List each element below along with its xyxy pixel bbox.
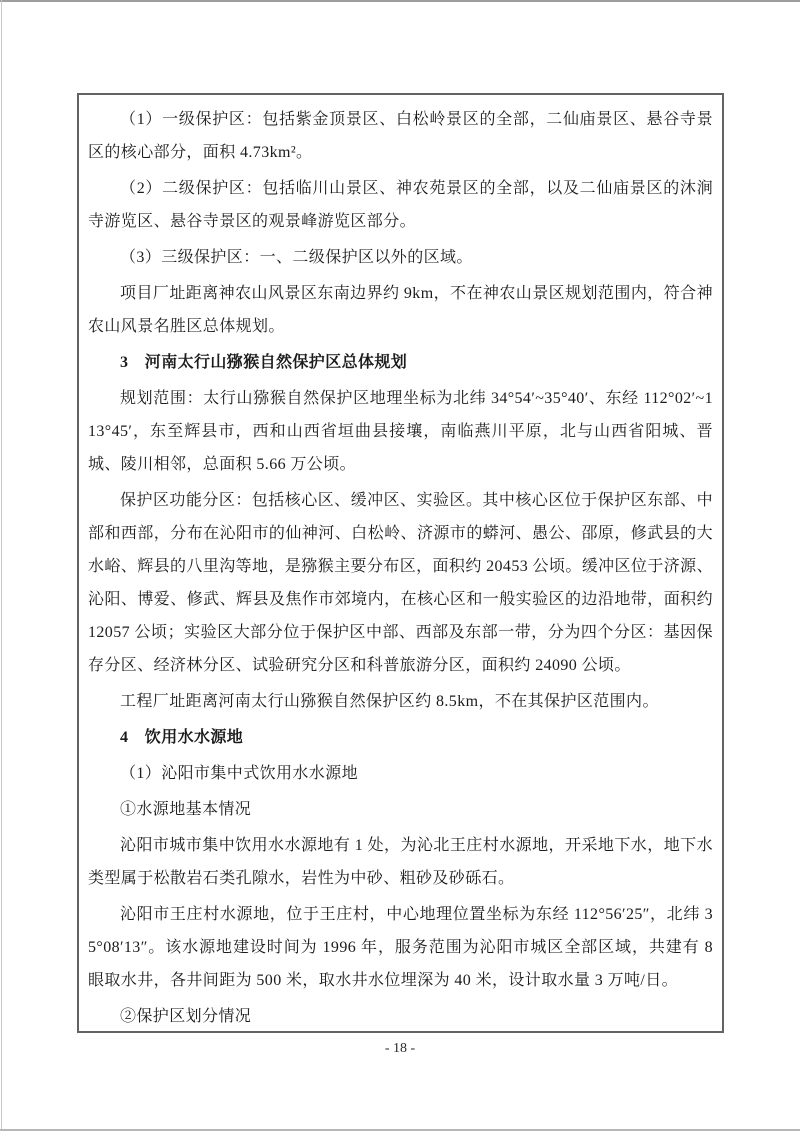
page-number: - 18 -: [384, 1041, 416, 1056]
paragraph-site-distance-reserve: 工程厂址距离河南太行山猕猴自然保护区约 8.5km，不在其保护区范围内。: [120, 693, 659, 710]
paragraph-level1-protection: （1）一级保护区：包括紫金顶景区、白松岭景区的全部，二仙庙景区、悬谷寺景区的核心部分，面积 4.73km²。: [88, 111, 713, 161]
table-cell-content: [77, 93, 724, 1033]
paragraph-wangzhuang-details: 沁阳市王庄村水源地，位于王庄村，中心地理位置坐标为东经 112°56′25″，北纬 35°08′13″。该水源地建设时间为 1996 年，服务范围为沁阳市城区全部区域，共建有 8 眼取水井，各井间距为 500 米，取水井水位埋深为 40 米，设计取水量 3 万吨/日。: [88, 906, 713, 989]
paragraph-water-source-overview: 沁阳市城市集中饮用水水源地有 1 处，为沁北王庄村水源地，开采地下水，地下水类型属于松散岩石类孔隙水，岩性为中砂、粗砂及砂砾石。: [88, 837, 713, 887]
paragraph-level2-protection: （2）二级保护区：包括临川山景区、神农苑景区的全部，以及二仙庙景区的沐涧寺游览区、悬谷寺景区的观景峰游览区部分。: [88, 180, 713, 230]
page-top-edge-line: [0, 0, 800, 2]
paragraph-protection-zoning-label: ②保护区划分情况: [120, 1008, 252, 1025]
paragraph-function-zoning: 保护区功能分区：包括核心区、缓冲区、实验区。其中核心区位于保护区东部、中部和西部，分布在沁阳市的仙神河、白松岭、济源市的蟒河、愚公、邵原，修武县的大水峪、辉县的八里沟等地，是猕猴主要分布区，面积约 20453 公顷。缓冲区位于济源、沁阳、博爱、修武、辉县及焦作市郊境内，在核心区和一般实验区的边沿地带，面积约 12057 公顷；实验区大部分位于保护区中部、西部及东部一带，分为四个分区：基因保存分区、经济林分区、试验研究分区和科普旅游分区，面积约 24090 公顷。: [88, 492, 713, 674]
paragraph-qinyang-water-source: （1）沁阳市集中式饮用水水源地: [120, 765, 359, 782]
paragraph-level3-protection: （3）三级保护区：一、二级保护区以外的区域。: [120, 249, 473, 266]
paragraph-planning-scope: 规划范围：太行山猕猴自然保护区地理坐标为北纬 34°54′~35°40′、东经 112°02′~113°45′，东至辉县市，西和山西省垣曲县接壤，南临燕川平原，北与山西省阳城、晋城、陵川相邻，总面积 5.66 万公顷。: [88, 390, 713, 473]
section-heading-drinking-water: 4 饮用水水源地: [120, 729, 244, 746]
page-left-edge-line: [1, 0, 2, 1131]
paragraph-site-distance-scenic: 项目厂址距离神农山风景区东南边界约 9km，不在神农山景区规划范围内，符合神农山风景名胜区总体规划。: [88, 285, 713, 335]
paragraph-basic-situation-label: ①水源地基本情况: [120, 801, 252, 818]
section-heading-macaque-reserve: 3 河南太行山猕猴自然保护区总体规划: [120, 354, 408, 371]
